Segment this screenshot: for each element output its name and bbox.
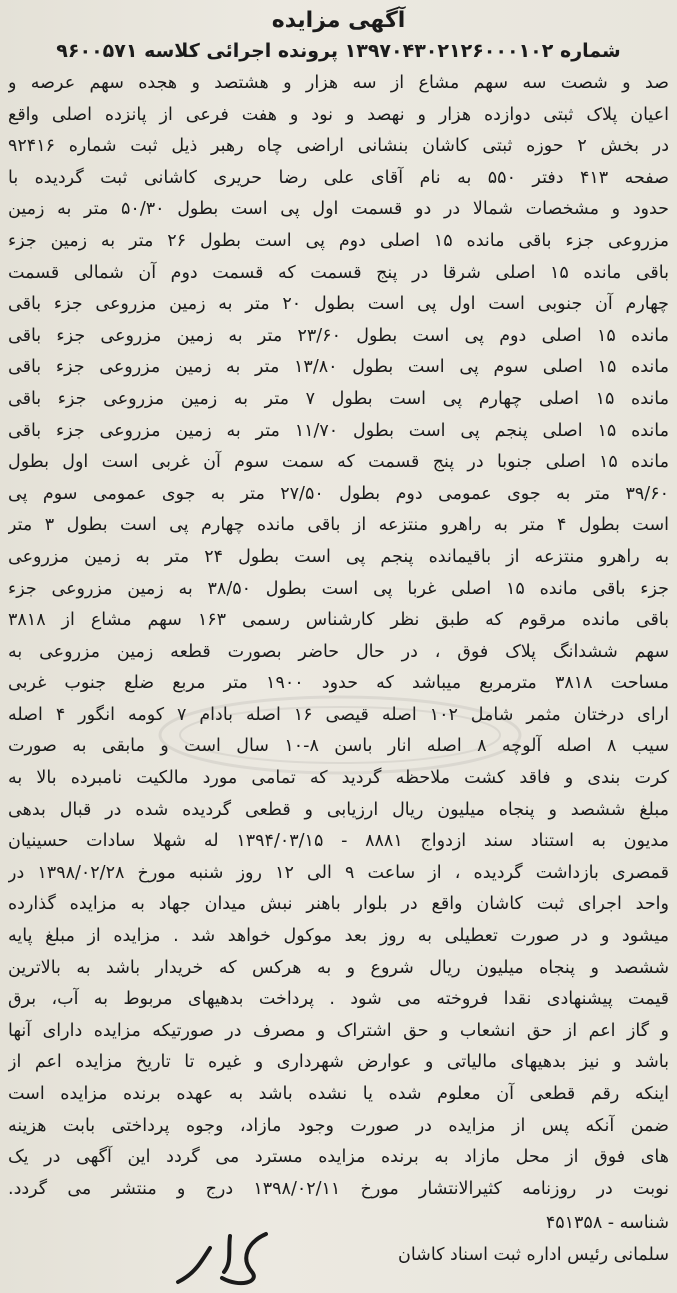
body-line: میشود و در صورت تعطیلی به روز بعد موکول خواهد شد . مزایده از مبلغ پایه: [8, 926, 669, 947]
body-line: اینکه رقم قطعی آن معلوم شده یا نشده باشد به عهده برنده مزایده است: [8, 1084, 669, 1104]
body-line: صفحه ۴۱۳ دفتر ۵۵۰ به نام آقای علی رضا حریری کاشانی ثبت گردیده با: [8, 167, 669, 188]
body-line: است بطول ۴ متر به راهرو منتزعه از باقی مانده چهارم پی است بطول ۳ متر: [8, 515, 669, 536]
identifier-line: شناسه - ۴۵۱۳۵۸: [545, 1213, 669, 1234]
case-number-line: شماره ۱۳۹۷۰۴۳۰۲۱۲۶۰۰۰۱۰۲ پرونده اجرائی کلاسه ۹۶۰۰۵۷۱: [56, 40, 621, 62]
body-line: قمصری بازداشت گردیده ، از ساعت ۹ الی ۱۲ روز شنبه مورخ ۱۳۹۸/۰۲/۲۸ در: [8, 862, 669, 883]
handwritten-signature: [170, 1228, 280, 1290]
body-line: صد و شصت سه سهم مشاع از سه هزار و هشتصد و هجده سهم عرصه و: [8, 73, 669, 93]
body-line: سیب ۸ اصله آلوچه ۸ اصله انار باسن ۸-۱۰ سال است و مابقی به صورت: [8, 736, 669, 757]
body-line: مساحت ۳۸۱۸ مترمربع میباشد که حدود ۱۹۰۰ متر مربع ضلع جنوب غربی: [8, 673, 669, 694]
body-line: جزء باقی مانده ۱۵ اصلی غربا پی است بطول ۳۸/۵۰ به زمین مزروعی جزء: [8, 578, 669, 599]
body-line: مانده ۱۵ اصلی سوم پی است بطول ۱۳/۸۰ متر به زمین مزروعی جزء باقی: [8, 357, 669, 378]
notice-body: [8, 68, 669, 1205]
body-line: ۳۹/۶۰ متر به جوی عمومی دوم بطول ۲۷/۵۰ متر به جوی عمومی سوم پی: [8, 483, 669, 504]
body-line: ارای درختان مثمر شامل ۱۰۲ اصله قیصی ۱۶ اصله بادام ۷ کومه انگور ۴ اصله: [8, 704, 669, 725]
body-line: مبلغ ششصد و پنجاه میلیون ریال ارزیابی و قطعی گردیده شده در قبال بدهی: [8, 799, 669, 820]
signatory-line: سلمانی رئیس اداره ثبت اسناد کاشان: [397, 1245, 669, 1266]
body-line: باشد و نیز بدهیهای مالیاتی و عوارض شهرداری و غیره تا تاریخ مزایده اعم از: [8, 1052, 669, 1073]
body-line: مانده ۱۵ اصلی دوم پی است بطول ۲۳/۶۰ متر به زمین مزروعی جزء باقی: [8, 325, 669, 346]
body-line: و گاز اعم از حق انشعاب و حق اشتراک و مصرف در صورتیکه مزایده دارای آنها: [8, 1020, 669, 1041]
body-line: چهارم آن جنوبی است اول پی است بطول ۲۰ متر به زمین مزروعی جزء باقی: [8, 294, 669, 315]
body-line: حدود و مشخصات شمالا در دو قسمت اول پی است بطول ۵۰/۳۰ متر به زمین: [8, 199, 669, 220]
body-line: مانده ۱۵ اصلی پنجم پی است بطول ۱۱/۷۰ متر به زمین مزروعی جزء باقی: [8, 420, 669, 441]
body-line: باقی مانده ۱۵ اصلی شرقا در پنج قسمت که قسمت دوم آن شمالی قسمت: [8, 262, 669, 283]
body-line: کرت بندی و فاقد کشت ملاحظه گردید که تمامی مورد مالکیت نامبرده بالا به: [8, 768, 669, 789]
body-line: مزروعی جزء باقی مانده ۱۵ اصلی دوم پی است بطول ۲۶ متر به زمین جزء: [8, 230, 669, 251]
body-line: در بخش ۲ حوزه ثبتی کاشان بنشانی اراضی چاه رهبر ذیل ثبت شماره ۹۲۴۱۶: [8, 136, 669, 157]
body-line: قیمت پیشنهادی نقدا فروخته می شود . پرداخت بدهیهای مربوط به آب، برق: [8, 989, 669, 1010]
body-line: نوبت در روزنامه کثیرالانتشار مورخ ۱۳۹۸/۰۲/۱۱ درج و منتشر می گردد.: [8, 1178, 669, 1199]
body-line: باقی مانده مرقوم که طبق نظر کارشناس رسمی ۱۶۳ سهم مشاع از ۳۸۱۸: [8, 610, 669, 631]
body-line: مانده ۱۵ اصلی چهارم پی است بطول ۷ متر به زمین مزروعی جزء باقی: [8, 388, 669, 409]
body-line: مانده ۱۵ اصلی جنوبا در پنج قسمت که سمت سوم آن غربی است اول بطول: [8, 452, 669, 473]
notice-footer: [8, 1207, 669, 1271]
body-line: واحد اجرای ثبت کاشان واقع در بلوار باهنر نبش میدان جهاد به مزایده گذارده: [8, 894, 669, 915]
body-line: مدیون به استناد سند ازدواج ۸۸۸۱ - ۱۳۹۴/۰۳/۱۵ له شهلا سادات حسینیان: [8, 831, 669, 852]
body-line: های فوق از محل مازاد به برنده مزایده مسترد می گردد این آگهی در یک: [8, 1147, 669, 1168]
body-line: ششصد و پنجاه میلیون ریال شروع و به هرکس که خریدار باشد به بالاترین: [8, 957, 669, 978]
body-line: ضمن آنکه پس از مزایده در صورت وجود مازاد، وجوه پرداختی بابت هزینه: [8, 1115, 669, 1136]
body-line: به راهرو منتزعه از باقیمانده پنجم پی است بطول ۲۴ متر به زمین مزروعی: [8, 546, 669, 567]
body-line: اعیان پلاک ثبتی دوازده هزار و نهصد و نود و هفت فرعی از پانزده اصلی واقع: [8, 104, 669, 125]
body-line: سهم ششدانگ پلاک فوق ، در حال حاضر بصورت قطعه زمین مزروعی به: [8, 641, 669, 662]
notice-title: آگهی مزایده: [271, 8, 406, 33]
